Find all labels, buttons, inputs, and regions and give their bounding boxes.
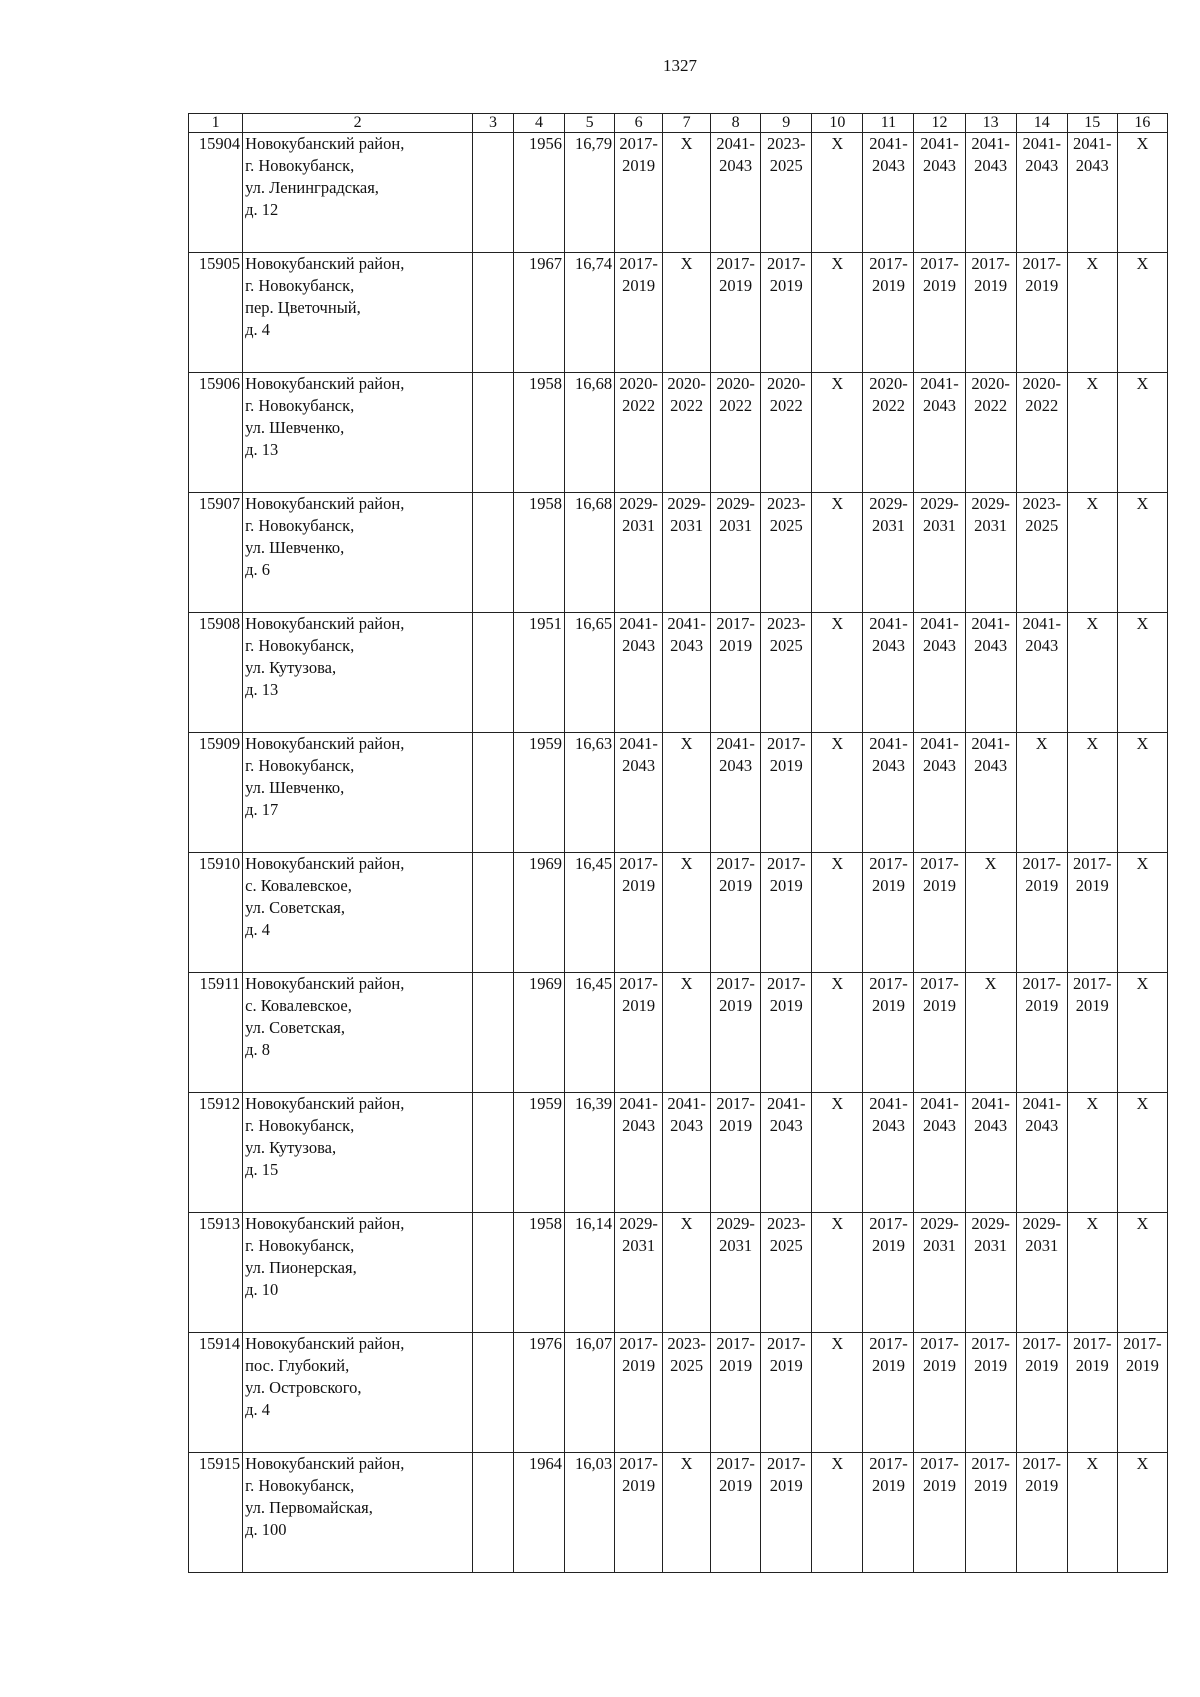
x-mark-cell: Х bbox=[663, 253, 711, 373]
table-row bbox=[189, 613, 1168, 733]
period-cell: 2017- 2019 bbox=[615, 133, 663, 253]
address-cell bbox=[243, 733, 473, 853]
period-cell: 2041- 2043 bbox=[761, 1093, 812, 1213]
period-cell: 2017- 2019 bbox=[863, 1333, 914, 1453]
empty-cell bbox=[473, 133, 514, 253]
period-cell: 2017- 2019 bbox=[965, 253, 1016, 373]
address-line: ул. Первомайская, bbox=[245, 1498, 373, 1517]
x-mark-cell: Х bbox=[1067, 373, 1117, 493]
period-cell: 2017- 2019 bbox=[1016, 853, 1067, 973]
header-row bbox=[189, 114, 1168, 133]
empty-cell bbox=[473, 1453, 514, 1573]
row-id: 15908 bbox=[189, 613, 243, 733]
empty-cell bbox=[473, 1333, 514, 1453]
x-mark-cell: Х bbox=[1117, 133, 1167, 253]
x-mark-cell: Х bbox=[1067, 1453, 1117, 1573]
column-header-10: 10 bbox=[812, 114, 863, 133]
x-mark-cell: Х bbox=[1117, 853, 1167, 973]
x-mark-cell: Х bbox=[1117, 733, 1167, 853]
period-cell: 2041- 2043 bbox=[914, 1093, 965, 1213]
empty-cell bbox=[473, 493, 514, 613]
table-row bbox=[189, 373, 1168, 493]
period-cell: 2029- 2031 bbox=[711, 1213, 761, 1333]
period-cell: 2017- 2019 bbox=[711, 1093, 761, 1213]
period-cell: 2017- 2019 bbox=[863, 1213, 914, 1333]
address-cell bbox=[243, 1333, 473, 1453]
period-cell: 2017- 2019 bbox=[863, 1453, 914, 1573]
period-cell: 2041- 2043 bbox=[965, 613, 1016, 733]
address-line: с. Ковалевское, bbox=[245, 876, 352, 895]
address-line: пос. Глубокий, bbox=[245, 1356, 350, 1375]
value-cell: 16,14 bbox=[565, 1213, 615, 1333]
period-cell: 2041- 2043 bbox=[914, 613, 965, 733]
x-mark-cell: Х bbox=[812, 253, 863, 373]
empty-cell bbox=[473, 1093, 514, 1213]
period-cell: 2017- 2019 bbox=[711, 1333, 761, 1453]
period-cell: 2041- 2043 bbox=[1016, 1093, 1067, 1213]
period-cell: 2017- 2019 bbox=[615, 1453, 663, 1573]
period-cell: 2041- 2043 bbox=[863, 733, 914, 853]
period-cell: 2029- 2031 bbox=[965, 493, 1016, 613]
x-mark-cell: Х bbox=[812, 1453, 863, 1573]
period-cell: 2017- 2019 bbox=[1067, 973, 1117, 1093]
period-cell: 2017- 2019 bbox=[914, 1333, 965, 1453]
empty-cell bbox=[473, 733, 514, 853]
address-line: д. 4 bbox=[245, 320, 271, 339]
period-cell: 2029- 2031 bbox=[914, 1213, 965, 1333]
period-cell: 2017- 2019 bbox=[914, 853, 965, 973]
period-cell: 2041- 2043 bbox=[615, 733, 663, 853]
period-cell: 2029- 2031 bbox=[663, 493, 711, 613]
value-cell: 16,63 bbox=[565, 733, 615, 853]
period-cell: 2017- 2019 bbox=[615, 973, 663, 1093]
address-line: ул. Ленинградская, bbox=[245, 178, 379, 197]
address-line: г. Новокубанск, bbox=[245, 1236, 355, 1255]
period-cell: 2041- 2043 bbox=[1016, 613, 1067, 733]
address-line: Новокубанский район, bbox=[245, 974, 405, 993]
empty-cell bbox=[473, 1213, 514, 1333]
value-cell: 16,74 bbox=[565, 253, 615, 373]
value-cell: 16,45 bbox=[565, 973, 615, 1093]
x-mark-cell: Х bbox=[663, 1453, 711, 1573]
table-row bbox=[189, 1333, 1168, 1453]
x-mark-cell: Х bbox=[1067, 1213, 1117, 1333]
value-cell: 16,79 bbox=[565, 133, 615, 253]
x-mark-cell: Х bbox=[812, 373, 863, 493]
row-id: 15914 bbox=[189, 1333, 243, 1453]
value-cell: 16,39 bbox=[565, 1093, 615, 1213]
row-id: 15911 bbox=[189, 973, 243, 1093]
column-header-6: 6 bbox=[615, 114, 663, 133]
empty-cell bbox=[473, 973, 514, 1093]
period-cell: 2017- 2019 bbox=[761, 733, 812, 853]
period-cell: 2041- 2043 bbox=[914, 373, 965, 493]
x-mark-cell: Х bbox=[812, 613, 863, 733]
period-cell: 2020- 2022 bbox=[615, 373, 663, 493]
period-cell: 2041- 2043 bbox=[863, 613, 914, 733]
period-cell: 2041- 2043 bbox=[1016, 133, 1067, 253]
period-cell: 2023- 2025 bbox=[761, 133, 812, 253]
address-line: Новокубанский район, bbox=[245, 1214, 405, 1233]
x-mark-cell: Х bbox=[663, 1213, 711, 1333]
column-header-9: 9 bbox=[761, 114, 812, 133]
value-cell: 16,45 bbox=[565, 853, 615, 973]
table-body bbox=[189, 133, 1168, 1573]
period-cell: 2017- 2019 bbox=[863, 253, 914, 373]
period-cell: 2029- 2031 bbox=[965, 1213, 1016, 1333]
address-line: Новокубанский район, bbox=[245, 734, 405, 753]
period-cell: 2023- 2025 bbox=[761, 493, 812, 613]
address-cell bbox=[243, 973, 473, 1093]
year-cell: 1951 bbox=[513, 613, 564, 733]
period-cell: 2017- 2019 bbox=[1016, 1453, 1067, 1573]
value-cell: 16,65 bbox=[565, 613, 615, 733]
period-cell: 2017- 2019 bbox=[761, 973, 812, 1093]
table-row bbox=[189, 493, 1168, 613]
address-line: г. Новокубанск, bbox=[245, 156, 355, 175]
x-mark-cell: Х bbox=[1117, 1213, 1167, 1333]
address-cell bbox=[243, 253, 473, 373]
period-cell: 2029- 2031 bbox=[914, 493, 965, 613]
x-mark-cell: Х bbox=[663, 733, 711, 853]
year-cell: 1959 bbox=[513, 733, 564, 853]
address-line: д. 4 bbox=[245, 920, 271, 939]
period-cell: 2041- 2043 bbox=[965, 1093, 1016, 1213]
row-id: 15907 bbox=[189, 493, 243, 613]
value-cell: 16,07 bbox=[565, 1333, 615, 1453]
period-cell: 2029- 2031 bbox=[615, 493, 663, 613]
x-mark-cell: Х bbox=[812, 1333, 863, 1453]
x-mark-cell: Х bbox=[663, 973, 711, 1093]
row-id: 15910 bbox=[189, 853, 243, 973]
table-row bbox=[189, 253, 1168, 373]
period-cell: 2020- 2022 bbox=[1016, 373, 1067, 493]
column-header-8: 8 bbox=[711, 114, 761, 133]
period-cell: 2017- 2019 bbox=[914, 253, 965, 373]
row-id: 15906 bbox=[189, 373, 243, 493]
empty-cell bbox=[473, 853, 514, 973]
x-mark-cell: Х bbox=[1016, 733, 1067, 853]
column-header-16: 16 bbox=[1117, 114, 1167, 133]
address-line: д. 15 bbox=[245, 1160, 279, 1179]
year-cell: 1969 bbox=[513, 973, 564, 1093]
x-mark-cell: Х bbox=[1067, 493, 1117, 613]
period-cell: 2029- 2031 bbox=[711, 493, 761, 613]
period-cell: 2017- 2019 bbox=[1016, 973, 1067, 1093]
address-cell bbox=[243, 1453, 473, 1573]
period-cell: 2041- 2043 bbox=[914, 133, 965, 253]
address-cell bbox=[243, 853, 473, 973]
address-line: г. Новокубанск, bbox=[245, 1476, 355, 1495]
row-id: 15904 bbox=[189, 133, 243, 253]
period-cell: 2017- 2019 bbox=[761, 1453, 812, 1573]
column-header-11: 11 bbox=[863, 114, 914, 133]
period-cell: 2017- 2019 bbox=[914, 1453, 965, 1573]
value-cell: 16,03 bbox=[565, 1453, 615, 1573]
year-cell: 1964 bbox=[513, 1453, 564, 1573]
x-mark-cell: Х bbox=[1067, 733, 1117, 853]
x-mark-cell: Х bbox=[812, 853, 863, 973]
period-cell: 2020- 2022 bbox=[863, 373, 914, 493]
empty-cell bbox=[473, 373, 514, 493]
period-cell: 2017- 2019 bbox=[615, 253, 663, 373]
address-cell bbox=[243, 1213, 473, 1333]
period-cell: 2029- 2031 bbox=[615, 1213, 663, 1333]
x-mark-cell: Х bbox=[1117, 973, 1167, 1093]
address-line: ул. Шевченко, bbox=[245, 778, 345, 797]
column-header-12: 12 bbox=[914, 114, 965, 133]
x-mark-cell: Х bbox=[965, 973, 1016, 1093]
year-cell: 1958 bbox=[513, 1213, 564, 1333]
address-line: с. Ковалевское, bbox=[245, 996, 352, 1015]
x-mark-cell: Х bbox=[812, 733, 863, 853]
x-mark-cell: Х bbox=[1067, 613, 1117, 733]
period-cell: 2041- 2043 bbox=[1067, 133, 1117, 253]
period-cell: 2041- 2043 bbox=[615, 613, 663, 733]
period-cell: 2017- 2019 bbox=[1016, 1333, 1067, 1453]
year-cell: 1958 bbox=[513, 373, 564, 493]
housing-table bbox=[188, 113, 1168, 1573]
year-cell: 1969 bbox=[513, 853, 564, 973]
address-line: Новокубанский район, bbox=[245, 1454, 405, 1473]
address-line: д. 100 bbox=[245, 1520, 287, 1539]
period-cell: 2017- 2019 bbox=[711, 853, 761, 973]
x-mark-cell: Х bbox=[812, 1093, 863, 1213]
column-header-15: 15 bbox=[1067, 114, 1117, 133]
period-cell: 2017- 2019 bbox=[615, 853, 663, 973]
period-cell: 2023- 2025 bbox=[761, 613, 812, 733]
table-row bbox=[189, 1213, 1168, 1333]
x-mark-cell: Х bbox=[1067, 253, 1117, 373]
address-line: д. 8 bbox=[245, 1040, 271, 1059]
table-row bbox=[189, 733, 1168, 853]
x-mark-cell: Х bbox=[663, 133, 711, 253]
column-header-7: 7 bbox=[663, 114, 711, 133]
period-cell: 2041- 2043 bbox=[914, 733, 965, 853]
address-line: д. 13 bbox=[245, 680, 279, 699]
address-line: ул. Советская, bbox=[245, 898, 345, 917]
table-row bbox=[189, 853, 1168, 973]
period-cell: 2041- 2043 bbox=[965, 133, 1016, 253]
address-line: г. Новокубанск, bbox=[245, 516, 355, 535]
period-cell: 2017- 2019 bbox=[1016, 253, 1067, 373]
address-line: ул. Кутузова, bbox=[245, 1138, 337, 1157]
period-cell: 2041- 2043 bbox=[863, 1093, 914, 1213]
period-cell: 2023- 2025 bbox=[761, 1213, 812, 1333]
x-mark-cell: Х bbox=[1117, 253, 1167, 373]
address-line: ул. Шевченко, bbox=[245, 418, 345, 437]
address-cell bbox=[243, 1093, 473, 1213]
address-line: ул. Кутузова, bbox=[245, 658, 337, 677]
period-cell: 2017- 2019 bbox=[1067, 1333, 1117, 1453]
column-header-14: 14 bbox=[1016, 114, 1067, 133]
x-mark-cell: Х bbox=[812, 133, 863, 253]
address-cell bbox=[243, 133, 473, 253]
period-cell: 2017- 2019 bbox=[863, 853, 914, 973]
period-cell: 2020- 2022 bbox=[663, 373, 711, 493]
row-id: 15912 bbox=[189, 1093, 243, 1213]
address-line: ул. Пионерская, bbox=[245, 1258, 357, 1277]
address-line: д. 6 bbox=[245, 560, 271, 579]
period-cell: 2041- 2043 bbox=[711, 133, 761, 253]
row-id: 15909 bbox=[189, 733, 243, 853]
column-header-5: 5 bbox=[565, 114, 615, 133]
column-header-3: 3 bbox=[473, 114, 514, 133]
x-mark-cell: Х bbox=[812, 1213, 863, 1333]
address-line: Новокубанский район, bbox=[245, 254, 405, 273]
period-cell: 2041- 2043 bbox=[711, 733, 761, 853]
address-line: Новокубанский район, bbox=[245, 1094, 405, 1113]
address-line: д. 12 bbox=[245, 200, 279, 219]
period-cell: 2029- 2031 bbox=[1016, 1213, 1067, 1333]
period-cell: 2017- 2019 bbox=[761, 853, 812, 973]
period-cell: 2023- 2025 bbox=[1016, 493, 1067, 613]
address-line: Новокубанский район, bbox=[245, 374, 405, 393]
x-mark-cell: Х bbox=[1117, 613, 1167, 733]
period-cell: 2017- 2019 bbox=[863, 973, 914, 1093]
period-cell: 2017- 2019 bbox=[965, 1453, 1016, 1573]
table-row bbox=[189, 1453, 1168, 1573]
address-line: д. 17 bbox=[245, 800, 279, 819]
column-header-4: 4 bbox=[513, 114, 564, 133]
address-line: д. 4 bbox=[245, 1400, 271, 1419]
value-cell: 16,68 bbox=[565, 493, 615, 613]
period-cell: 2023- 2025 bbox=[663, 1333, 711, 1453]
page-number: 1327 bbox=[663, 56, 697, 75]
address-line: г. Новокубанск, bbox=[245, 276, 355, 295]
address-cell bbox=[243, 373, 473, 493]
address-line: Новокубанский район, bbox=[245, 1334, 405, 1353]
address-line: г. Новокубанск, bbox=[245, 756, 355, 775]
address-line: г. Новокубанск, bbox=[245, 636, 355, 655]
address-line: д. 10 bbox=[245, 1280, 279, 1299]
table-row bbox=[189, 973, 1168, 1093]
column-header-2: 2 bbox=[243, 114, 473, 133]
table-row bbox=[189, 1093, 1168, 1213]
address-line: Новокубанский район, bbox=[245, 134, 405, 153]
column-header-1: 1 bbox=[189, 114, 243, 133]
row-id: 15905 bbox=[189, 253, 243, 373]
address-line: ул. Островского, bbox=[245, 1378, 362, 1397]
address-line: г. Новокубанск, bbox=[245, 1116, 355, 1135]
address-line: Новокубанский район, bbox=[245, 494, 405, 513]
row-id: 15915 bbox=[189, 1453, 243, 1573]
period-cell: 2020- 2022 bbox=[711, 373, 761, 493]
address-cell bbox=[243, 613, 473, 733]
period-cell: 2041- 2043 bbox=[863, 133, 914, 253]
x-mark-cell: Х bbox=[1117, 373, 1167, 493]
year-cell: 1976 bbox=[513, 1333, 564, 1453]
period-cell: 2041- 2043 bbox=[615, 1093, 663, 1213]
period-cell: 2017- 2019 bbox=[965, 1333, 1016, 1453]
x-mark-cell: Х bbox=[812, 973, 863, 1093]
period-cell: 2017- 2019 bbox=[711, 253, 761, 373]
empty-cell bbox=[473, 613, 514, 733]
address-cell bbox=[243, 493, 473, 613]
x-mark-cell: Х bbox=[1067, 1093, 1117, 1213]
year-cell: 1967 bbox=[513, 253, 564, 373]
x-mark-cell: Х bbox=[965, 853, 1016, 973]
address-line: ул. Шевченко, bbox=[245, 538, 345, 557]
period-cell: 2017- 2019 bbox=[761, 1333, 812, 1453]
x-mark-cell: Х bbox=[812, 493, 863, 613]
x-mark-cell: Х bbox=[1117, 493, 1167, 613]
period-cell: 2017- 2019 bbox=[711, 613, 761, 733]
x-mark-cell: Х bbox=[1117, 1093, 1167, 1213]
column-header-13: 13 bbox=[965, 114, 1016, 133]
row-id: 15913 bbox=[189, 1213, 243, 1333]
empty-cell bbox=[473, 253, 514, 373]
x-mark-cell: Х bbox=[663, 853, 711, 973]
period-cell: 2020- 2022 bbox=[761, 373, 812, 493]
year-cell: 1956 bbox=[513, 133, 564, 253]
period-cell: 2020- 2022 bbox=[965, 373, 1016, 493]
period-cell: 2017- 2019 bbox=[761, 253, 812, 373]
x-mark-cell: Х bbox=[1117, 1453, 1167, 1573]
period-cell: 2017- 2019 bbox=[711, 973, 761, 1093]
period-cell: 2029- 2031 bbox=[863, 493, 914, 613]
address-line: ул. Советская, bbox=[245, 1018, 345, 1037]
address-line: Новокубанский район, bbox=[245, 614, 405, 633]
period-cell: 2041- 2043 bbox=[663, 613, 711, 733]
value-cell: 16,68 bbox=[565, 373, 615, 493]
period-cell: 2017- 2019 bbox=[1067, 853, 1117, 973]
year-cell: 1958 bbox=[513, 493, 564, 613]
address-line: д. 13 bbox=[245, 440, 279, 459]
table-row bbox=[189, 133, 1168, 253]
period-cell: 2017- 2019 bbox=[615, 1333, 663, 1453]
year-cell: 1959 bbox=[513, 1093, 564, 1213]
period-cell: 2041- 2043 bbox=[663, 1093, 711, 1213]
period-cell: 2041- 2043 bbox=[965, 733, 1016, 853]
period-cell: 2017- 2019 bbox=[711, 1453, 761, 1573]
address-line: г. Новокубанск, bbox=[245, 396, 355, 415]
period-cell: 2017- 2019 bbox=[1117, 1333, 1167, 1453]
address-line: пер. Цветочный, bbox=[245, 298, 361, 317]
period-cell: 2017- 2019 bbox=[914, 973, 965, 1093]
address-line: Новокубанский район, bbox=[245, 854, 405, 873]
